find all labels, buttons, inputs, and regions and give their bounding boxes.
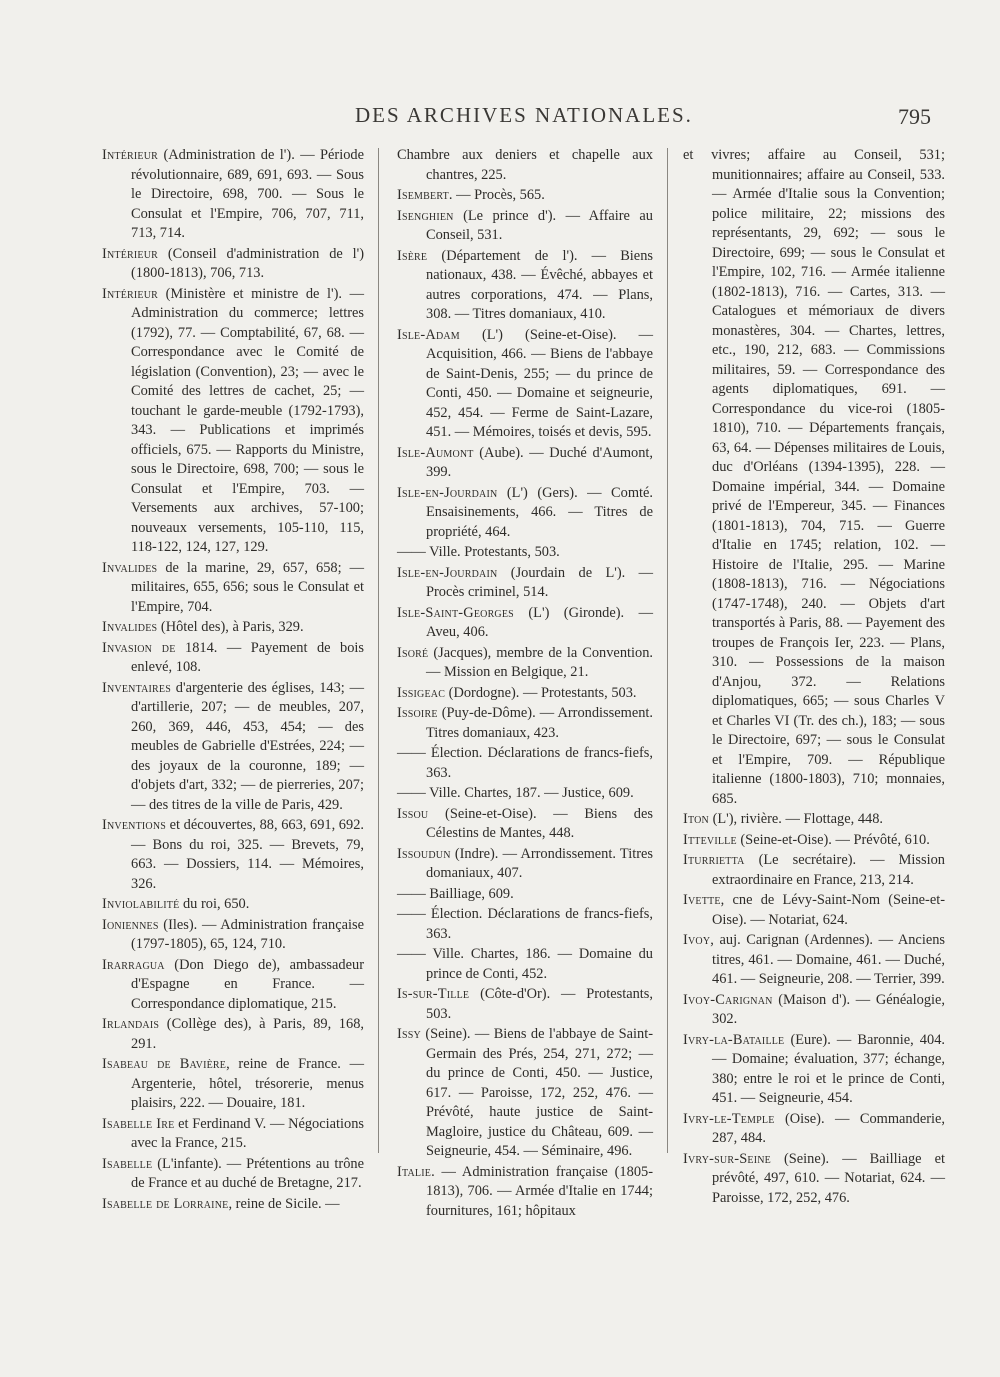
entry-text: (Département de l'). — Biens nationaux, 438. — Évêché, abbayes et autres corporations, 474. — Plans, 308. — Titres domaniaux, 410.	[426, 247, 653, 322]
page-header	[0, 103, 1000, 143]
entry-text: (Hôtel des), à Paris, 329.	[157, 619, 304, 635]
page-number: 795	[898, 104, 931, 129]
entry-text: (Seine-et-Oise). — Biens des Célestins de Mantes, 448.	[426, 805, 653, 841]
index-entry	[102, 679, 364, 816]
index-entry	[683, 146, 945, 809]
index-entry	[102, 1055, 364, 1114]
entry-text: de la marine, 29, 657, 658; — militaires, 655, 656; sous le Consulat et l'Empire, 704.	[131, 559, 364, 615]
entry-headword: Isle-Saint-Georges	[397, 604, 514, 621]
entry-text: (Conseil d'administration de l') (1800-1813), 706, 713.	[131, 245, 364, 281]
entry-headword: Isabeau de Bavière	[102, 1056, 227, 1072]
entry-text: . — Administration française (1805-1813), 706. — Armée d'Italie en 1744; fournitures, 161; hôpitaux	[426, 1163, 653, 1219]
index-column-2	[397, 146, 653, 1222]
entry-headword: Ivoy-Carignan	[683, 991, 773, 1008]
entry-text: (Le prince d'). — Affaire au Conseil, 531.	[426, 207, 653, 243]
index-entry	[397, 744, 653, 783]
index-entry	[397, 326, 653, 443]
entry-text: (Jacques), membre de la Convention. — Mission en Belgique, 21.	[426, 644, 653, 680]
index-entry	[397, 484, 653, 543]
index-entry	[102, 916, 364, 955]
entry-text: (Maison d'). — Généalogie, 302.	[712, 991, 945, 1027]
entry-headword: Intérieur	[102, 147, 159, 163]
entry-text: . — Procès, 565.	[448, 187, 545, 203]
entry-headword: Ioniennes	[102, 916, 159, 933]
entry-headword: Ivry-sur-Seine	[683, 1150, 771, 1167]
column-divider	[378, 148, 379, 1153]
index-entry	[397, 186, 653, 206]
index-entry	[102, 1195, 364, 1215]
index-entry	[683, 810, 945, 830]
index-entry	[683, 1110, 945, 1149]
entry-text: (L'), rivière. — Flottage, 448.	[708, 811, 884, 827]
entry-text: , reine de France. — Argenterie, hôtel, trésorerie, menus plaisirs, 222. — Douaire, 181.	[131, 1056, 364, 1111]
entry-text: —— Ville. Protestants, 503.	[397, 544, 560, 560]
index-entry	[397, 564, 653, 603]
entry-text: (Aube). — Duché d'Aumont, 399.	[426, 444, 653, 480]
index-entry	[397, 945, 653, 984]
entry-text: —— Ville. Chartes, 187. — Justice, 609.	[397, 785, 634, 801]
index-entry	[102, 816, 364, 894]
index-entry	[397, 247, 653, 325]
entry-text: (Administration de l'). — Période révolutionnaire, 689, 691, 693. — Sous le Directoire, 698, 700. — Sous le Consulat et l'Empire, 706, 707, 711, 713, 714.	[131, 147, 364, 241]
index-entry	[102, 285, 364, 558]
index-entry	[397, 444, 653, 483]
entry-headword: Is-sur-Tille	[397, 986, 470, 1002]
entry-headword: Ivette	[683, 892, 721, 908]
index-entry	[683, 891, 945, 930]
entry-headword: Inventaires	[102, 679, 171, 696]
entry-headword: Isère	[397, 247, 428, 264]
entry-text: (Puy-de-Dôme). — Arrondissement. Titres domaniaux, 423.	[426, 705, 653, 741]
running-title: DES ARCHIVES NATIONALES.	[355, 103, 693, 127]
index-entry	[397, 985, 653, 1024]
entry-headword: Isabelle de Lorraine	[102, 1195, 229, 1212]
entry-headword: Ivry-la-Bataille	[683, 1031, 785, 1048]
index-entry	[397, 845, 653, 884]
index-entry	[683, 1031, 945, 1109]
entry-text: (Iles). — Administration française (1797-1805), 65, 124, 710.	[131, 916, 364, 952]
index-entry	[397, 885, 653, 905]
entry-text: (L') (Seine-et-Oise). — Acquisition, 466. — Biens de l'abbaye de Saint-Denis, 255; — du prince de Conti, 450. — Domaine et seigneurie, 452, 454. — Ferme de Saint-Lazare, 451. — Mémoires, toisés et devis, 595.	[426, 326, 653, 440]
index-entry	[102, 245, 364, 284]
entry-headword: Isoré	[397, 644, 429, 661]
index-entry	[683, 931, 945, 990]
entry-headword: Invasion de	[102, 639, 176, 656]
entry-text: (Seine). — Bailliage et prévôté, 497, 610. — Notariat, 624. — Paroisse, 172, 252, 476.	[712, 1150, 945, 1206]
entry-headword: Inviolabilité	[102, 896, 180, 912]
entry-text: (Collège des), à Paris, 89, 168, 291.	[131, 1016, 364, 1052]
index-entry	[397, 784, 653, 804]
index-entry	[397, 1025, 653, 1162]
index-entry	[102, 956, 364, 1015]
entry-text: —— Élection. Déclarations de francs-fiefs, 363.	[397, 745, 653, 781]
entry-text: (Dordogne). — Protestants, 503.	[445, 684, 637, 701]
entry-headword: Ivoy	[683, 932, 711, 948]
entry-headword: Isabelle Ire	[102, 1115, 175, 1132]
entry-text: (Oise). — Commanderie, 287, 484.	[712, 1110, 945, 1146]
index-entry	[397, 604, 653, 643]
entry-text: (Eure). — Baronnie, 404. — Domaine; évaluation, 377; échange, 380; entre le roi et le prince de Conti, 451. — Seigneurie, 454.	[712, 1031, 945, 1106]
entry-headword: Isabelle	[102, 1155, 153, 1172]
entry-headword: Invalides	[102, 619, 158, 635]
entry-headword: Ivry-le-Temple	[683, 1110, 775, 1127]
entry-headword: Issoire	[397, 705, 438, 721]
entry-text: (Seine-et-Oise). — Prévôté, 610.	[736, 831, 930, 848]
index-entry	[102, 1115, 364, 1154]
entry-text: —— Bailliage, 609.	[397, 885, 514, 902]
index-entry	[397, 684, 653, 704]
entry-headword: Isembert	[397, 187, 449, 203]
entry-text: (L') (Gers). — Comté. Ensaisinements, 466. — Titres de propriété, 464.	[426, 484, 653, 540]
entry-text: Chambre aux deniers et chapelle aux chantres, 225.	[397, 147, 653, 183]
entry-headword: Intérieur	[102, 245, 159, 262]
entry-text: et découvertes, 88, 663, 691, 692. — Bons du roi, 325. — Brevets, 79, 663. — Dossiers, 114. — Mémoires, 326.	[131, 817, 364, 892]
entry-text: (Jourdain de L'). — Procès criminel, 514.	[426, 564, 653, 600]
index-entry	[102, 639, 364, 678]
entry-text: —— Ville. Chartes, 186. — Domaine du prince de Conti, 452.	[397, 946, 653, 982]
entry-headword: Issou	[397, 805, 429, 822]
entry-headword: Isle-en-Jourdain	[397, 564, 498, 581]
entry-text: , auj. Carignan (Ardennes). — Anciens titres, 461. — Domaine, 461. — Duché, 461. — Seigneurie, 208. — Terrier, 399.	[710, 932, 945, 987]
entry-headword: Intérieur	[102, 285, 159, 302]
entry-text: (Seine). — Biens de l'abbaye de Saint-Germain des Prés, 254, 271, 272; — du prince de Conti, 450. — Justice, 617. — Paroisse, 172, 252, 476. — Prévôté, haute justice de Saint-Magloire, justice du Château, 609. — Seigneurie, 454. — Séminaire, 496.	[420, 1026, 653, 1159]
entry-headword: Invalides	[102, 559, 158, 576]
entry-headword: Issoudun	[397, 845, 451, 862]
entry-text: , reine de Sicile. —	[228, 1195, 340, 1212]
entry-text: (Le secrétaire). — Mission extraordinaire en France, 213, 214.	[712, 852, 945, 888]
index-entry	[683, 1150, 945, 1209]
entry-text: (Indre). — Arrondissement. Titres domaniaux, 407.	[426, 845, 653, 881]
index-entry	[102, 895, 364, 915]
entry-text: 1814. — Payement de bois enlevé, 108.	[131, 639, 364, 675]
index-entry	[683, 831, 945, 851]
entry-text: —— Élection. Déclarations de francs-fiefs, 363.	[397, 906, 653, 942]
entry-text: , cne de Lévy-Saint-Nom (Seine-et-Oise). — Notariat, 624.	[712, 892, 945, 928]
entry-text: et vivres; affaire au Conseil, 531; munitionnaires; affaire au Conseil, 533. — Armée d'Italie sous la Convention; police militaire, 22; missions des représentants, 29, 692; — sous le Directoire, 699; — sous le Consulat et l'Empire, 102, 716. — Armée italienne (1802-1813), 716. — Cartes, 313. — Catalogues et mémoriaux de divers monastères, 304. — Chartes, lettres, etc., 190, 212, 683. — Commissions militaires, 59. — Correspondance des agents diplomatiques, 691. — Correspondance du vice-roi (1805-1810), 710. — Départements français, 63, 64. — Dépenses militaires de Louis, duc d'Orléans (1394-1395), 228. — Domaine impérial, 344. — Domaine privé de l'Empereur, 345. — Finances (1801-1813), 704, 715. — Guerre d'Italie en 1745; relation, 102. — Histoire de l'Italie, 295. — Marine (1808-1813), 716. — Négociations (1747-1748), 240. — Objets d'art transportés à Paris, 88. — Payement des troupes de François Ier, 223. — Plans, 310. — Possessions de la maison d'Anjou, 372. — Relations diplomatiques, 665; — sous Charles V et Charles VI (Tr. des ch.), 183; — sous le Directoire, 697; — sous le Consulat et l'Empire, 709. — République italienne (1800-1803), 710; monnaies, 685.	[683, 147, 945, 807]
index-entry	[397, 146, 653, 185]
index-entry	[102, 1015, 364, 1054]
index-entry	[102, 146, 364, 244]
entry-text: (L') (Gironde). — Aveu, 406.	[426, 604, 653, 640]
entry-headword: Isle-Adam	[397, 326, 460, 343]
entry-headword: Issigeac	[397, 684, 446, 701]
index-entry	[397, 905, 653, 944]
index-column-3	[683, 146, 945, 1209]
index-entry	[397, 805, 653, 844]
entry-text: et Ferdinand V. — Négociations avec la France, 215.	[131, 1115, 364, 1151]
entry-headword: Inventions	[102, 817, 167, 833]
entry-text: (Côte-d'Or). — Protestants, 503.	[426, 986, 653, 1022]
entry-headword: Itteville	[683, 831, 737, 848]
index-entry	[397, 207, 653, 246]
index-entry	[683, 991, 945, 1030]
entry-text: (Don Diego de), ambassadeur d'Espagne en France. — Correspondance diplomatique, 215.	[131, 956, 364, 1012]
index-entry	[397, 704, 653, 743]
entry-headword: Isle-Aumont	[397, 444, 474, 461]
index-entry	[102, 618, 364, 638]
entry-headword: Irarragua	[102, 956, 165, 973]
index-column-1	[102, 146, 364, 1215]
index-entry	[397, 644, 653, 683]
entry-headword: Issy	[397, 1026, 421, 1042]
entry-text: d'argenterie des églises, 143; — d'artillerie, 207; — de meubles, 207, 260, 369, 446, 453, 454; — des meubles de Gabrielle d'Estrées, 224; — des joyaux de la couronne, 189; — d'objets d'art, 332; — de pierreries, 207; — des titres de la ville de Paris, 429.	[131, 679, 364, 813]
entry-text: du roi, 650.	[179, 896, 250, 912]
entry-headword: Iton	[683, 811, 709, 827]
entry-headword: Iturrietta	[683, 852, 745, 868]
index-entry	[683, 851, 945, 890]
index-entry	[102, 559, 364, 618]
index-entry	[102, 1155, 364, 1194]
entry-headword: Isle-en-Jourdain	[397, 484, 498, 501]
column-divider	[667, 148, 668, 1153]
entry-text: (Ministère et ministre de l'). — Administration du commerce; lettres (1792), 77. — Comptabilité, 67, 68. — Correspondance avec le Comité de législation (Convention), 23; — avec le Comité des lettres de cachet, 25; — touchant le garde-meuble (1792-1793), 343. — Publications et imprimés officiels, 675. — Rapports du Ministre, sous le Directoire, 698, 700; — sous le Consulat et l'Empire, 703. — Versements aux archives, 57-100; nouveaux versements, 105-110, 115, 118-122, 124, 127, 129.	[131, 285, 364, 555]
entry-text: (L'infante). — Prétentions au trône de France et au duché de Bretagne, 217.	[131, 1155, 364, 1191]
index-entry	[397, 1163, 653, 1222]
entry-headword: Isenghien	[397, 207, 454, 224]
index-entry	[397, 543, 653, 563]
entry-headword: Italie	[397, 1163, 432, 1180]
entry-headword: Irlandais	[102, 1016, 160, 1032]
